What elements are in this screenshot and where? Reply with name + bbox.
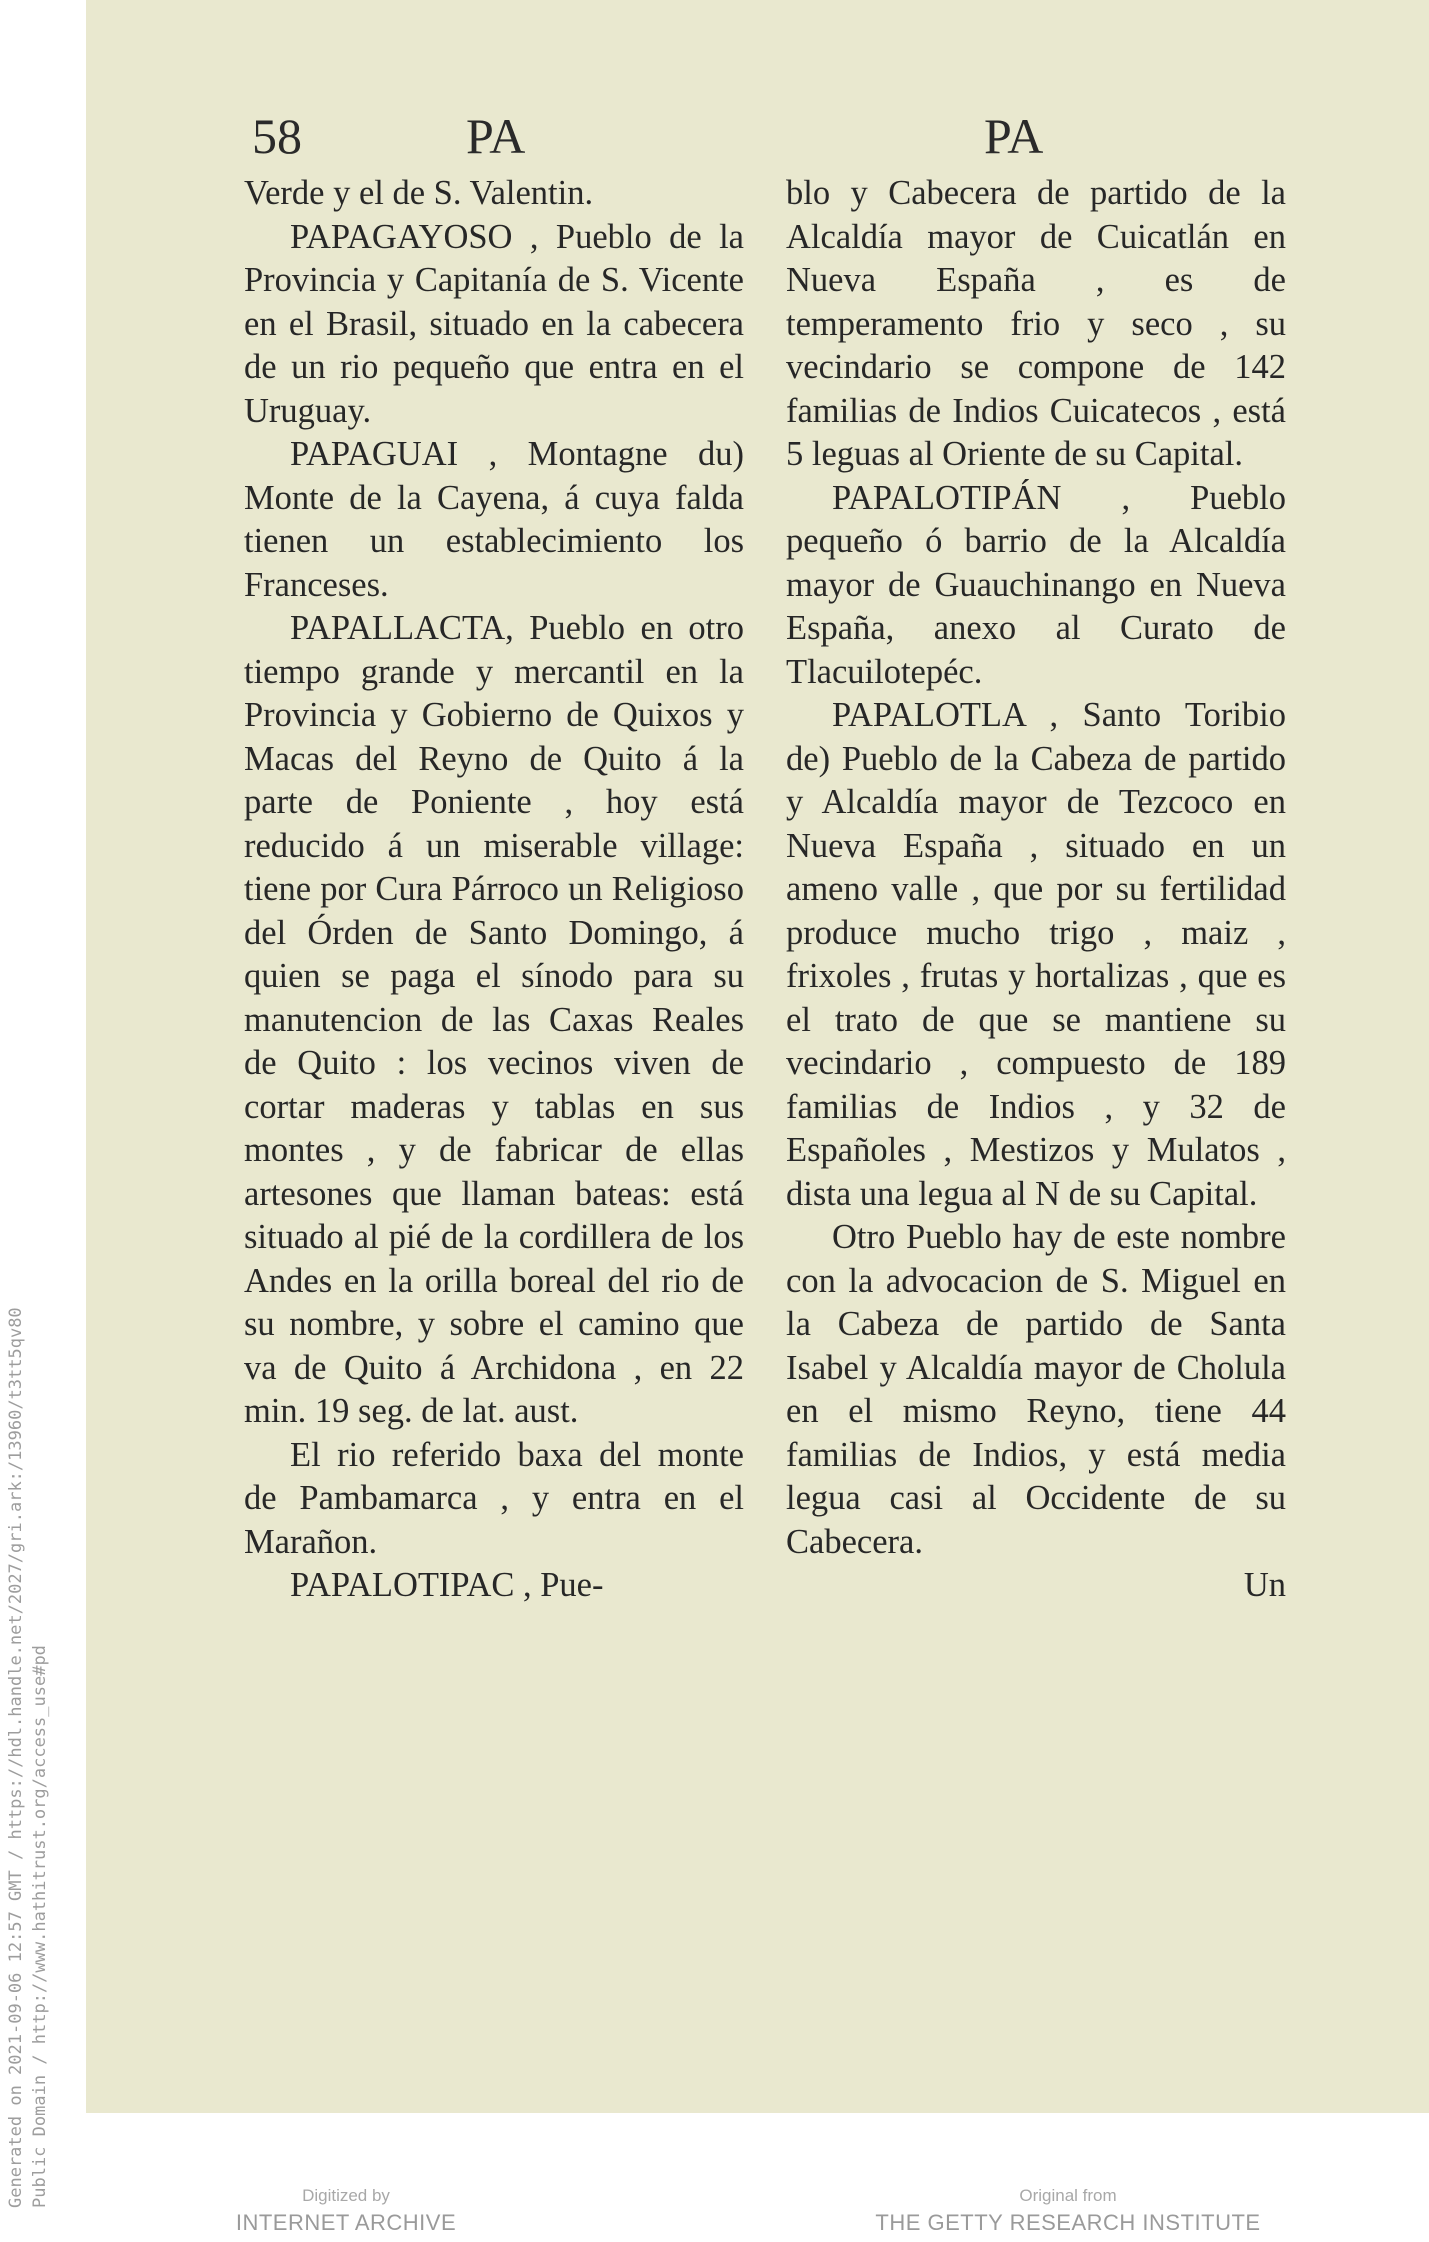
entry-papagayoso: PAPAGAYOSO , Pueblo de la Provincia y Capitanía de S. Vicente en el Brasil, situado en la cabecera de un rio pequeño que entra en el Uruguay. [244, 217, 744, 430]
generation-note-line-2: Public Domain / http://www.hathitrust.org/access_use#pd [30, 1645, 50, 2208]
entry-papalotipan: PAPALOTIPÁN , Pueblo pequeño ó barrio de la Alcaldía mayor de Guauchinango en Nueva España, anexo al Curato de Tlacuilotepéc. [786, 478, 1286, 691]
catchword: Un [1243, 1566, 1286, 1604]
generation-note-line-1: Generated on 2021-09-06 12:57 GMT / https://hdl.handle.net/2027/gri.ark:/13960/t3tt5qv80 [6, 1307, 26, 2208]
page-number: 58 [252, 108, 302, 164]
entry-papallacta: PAPALLACTA, Pueblo en otro tiempo grande y mercantil en la Provincia y Gobierno de Quixos y Macas del Reyno de Quito á la parte de Poniente , hoy está reducido á un miserable village: tiene por Cura Párroco un Religioso del Órden de Santo Domingo, á quien se paga el sínodo para su manutencion de las Caxas Reales de Quito : los vecinos viven de cortar maderas y tablas en sus montes , y de fabricar de ellas artesones que llaman bateas: está situado al pié de la cordillera de los Andes en la orilla boreal del rio de su nombre, y sobre el camino que va de Quito á Archidona , en 22 min. 19 seg. de lat. aust. [244, 609, 744, 1430]
entry-papaguai: PAPAGUAI , Montagne du) Monte de la Cayena, á cuya falda tienen un establecimiento los Franceses. [244, 435, 744, 604]
original-from-label: Original from [1019, 2186, 1117, 2205]
paragraph: Otro Pueblo hay de este nombre con la advocacion de S. Miguel en la Cabeza de partido de Santa Isabel y Alcaldía mayor de Cholula en el mismo Reyno, tiene 44 familias de Indios, y está media legua casi al Occidente de su Cabecera. [786, 1218, 1286, 1561]
right-column [786, 172, 1286, 1608]
entry-papalotla: PAPALOTLA , Santo Toribio de) Pueblo de la Cabeza de partido y Alcaldía mayor de Tezcoco en Nueva España , situado en un ameno valle , que por su fertilidad produce mucho trigo , maiz , frixoles , frutas y hortalizas , que es el trato de que se mantiene su vecindario , compuesto de 189 familias de Indios , y 32 de Españoles , Mestizos y Mulatos , dista una legua al N de su Capital. [786, 696, 1286, 1213]
paragraph: Verde y el de S. Valentin. [244, 174, 594, 212]
left-column [244, 172, 744, 1608]
paragraph: blo y Cabecera de partido de la Alcaldía mayor de Cuicatlán en Nueva España , es de temperamento frio y seco , su vecindario se compone de 142 familias de Indios Cuicatecos , está 5 leguas al Oriente de su Capital. [786, 174, 1286, 473]
generation-note [4, 1307, 52, 2208]
running-head-left: PA [466, 108, 526, 164]
paragraph: El rio referido baxa del monte de Pambamarca , y entra en el Marañon. [244, 1435, 744, 1561]
running-head-right: PA [984, 108, 1044, 164]
digitized-by-label: Digitized by [302, 2186, 390, 2205]
entry-papalotipac: PAPALOTIPAC , Pue- [290, 1566, 604, 1604]
digitized-by-source: INTERNET ARCHIVE [235, 2210, 457, 2235]
original-from-source: THE GETTY RESEARCH INSTITUTE [875, 2210, 1261, 2235]
